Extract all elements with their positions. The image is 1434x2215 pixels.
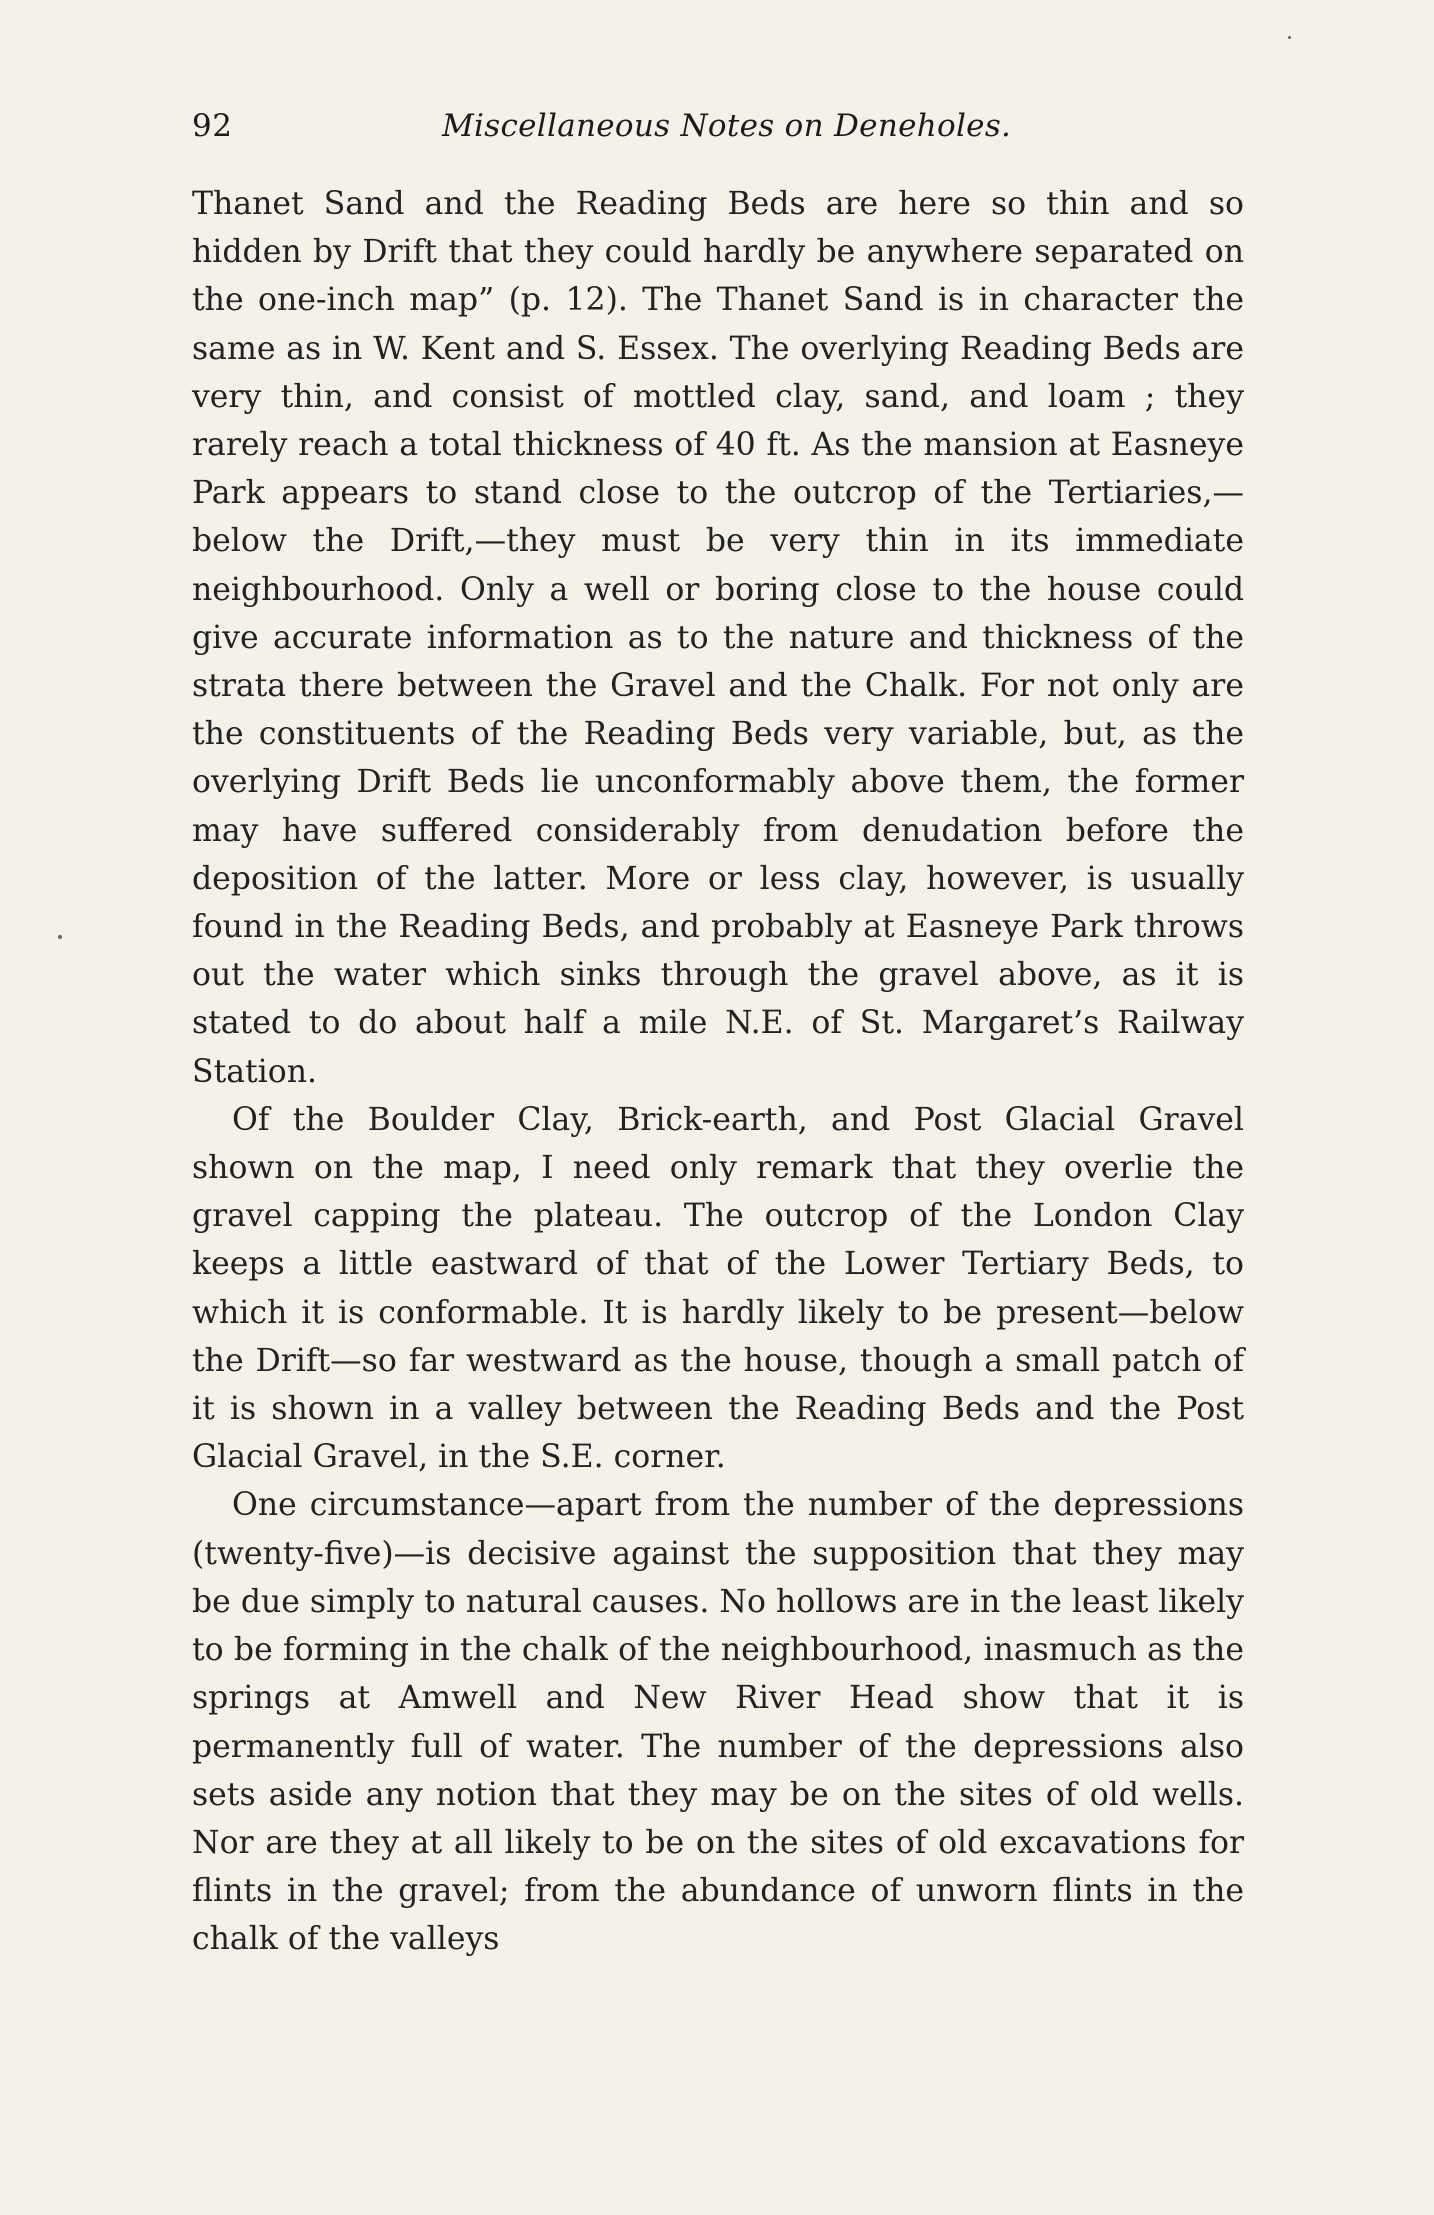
paragraph-1: Thanet Sand and the Reading Beds are here so thin and so hidden by Drift that they could hardly be anywhere separated on the one-inch map” (p. 12). The Thanet Sand is in character the same as in W. Kent and S. Essex. The overlying Reading Beds are very thin, and consist of mottled clay, sand, and loam ; they rarely reach a total thickness of 40 ft. As the mansion at Easneye Park appears to stand close to the outcrop of the Tertiaries,—below the Drift,—they must be very thin in its immediate neighbourhood. Only a well or boring close to the house could give accurate information as to the nature and thickness of the strata there between the Gravel and the Chalk. For not only are the constituents of the Reading Beds very variable, but, as the overlying Drift Beds lie unconformably above them, the former may have suffered considerably from denudation before the deposition of the latter. More or less clay, however, is usually found in the Reading Beds, and probably at Easneye Park throws out the water which sinks through the gravel above, as it is stated to do about half a mile N.E. of St. Margaret’s Railway Station.: [192, 186, 1244, 1090]
page-number: 92: [192, 108, 233, 144]
paragraph-2: Of the Boulder Clay, Brick-earth, and Post Glacial Gravel shown on the map, I need only remark that they overlie the gravel capping the plateau. The outcrop of the London Clay keeps a little eastward of that of the Lower Tertiary Beds, to which it is conformable. It is hardly likely to be present—below the Drift—so far westward as the house, though a small patch of it is shown in a valley between the Reading Beds and the Post Glacial Gravel, in the S.E. corner.: [192, 1101, 1244, 1476]
running-head: Miscellaneous Notes on Deneholes.: [442, 108, 1012, 144]
paper-speck: [58, 935, 62, 939]
body-text: [192, 180, 1244, 1964]
page-header: [192, 100, 1242, 160]
paragraph-3: One circumstance—apart from the number of the depressions (twenty-five)—is decisive against the supposition that they may be due simply to natural causes. No hollows are in the least likely to be forming in the chalk of the neighbourhood, inasmuch as the springs at Amwell and New River Head show that it is permanently full of water. The number of the depressions also sets aside any notion that they may be on the sites of old wells. Nor are they at all likely to be on the sites of old excavations for flints in the gravel; from the abundance of unworn flints in the chalk of the valleys: [192, 1487, 1244, 1958]
paper-speck: [1288, 36, 1291, 39]
